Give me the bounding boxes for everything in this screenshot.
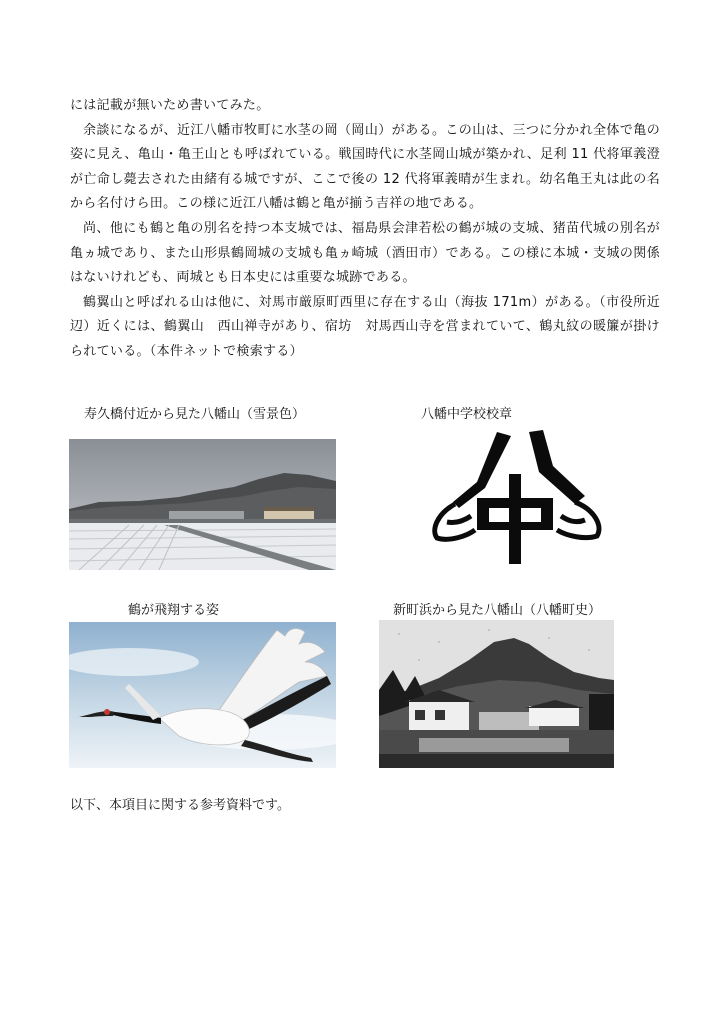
crane-photo [69,622,336,768]
paragraph-2: 余談になるが、近江八幡市牧町に水茎の岡（岡山）がある。この山は、三つに分かれ全体で亀の姿に見え、亀山・亀王山とも呼ばれている。戦国時代に水茎岡山城が築かれ、足利 11 代将軍義澄が亡命し薨去された由緒有る城ですが、ここで後の 12 代将軍義晴が生まれ。幼名亀王丸は此の名から名付けら田。この様に近江八幡は鶴と亀が揃う吉祥の地である。 [70,122,660,212]
school-emblem [425,426,610,566]
paragraph-1: には記載が無いため書いてみた。 [70,98,270,113]
body-text [70,94,660,365]
caption-crane: 鶴が飛翔する姿 [128,603,220,618]
caption-old-photo: 新町浜から見た八幡山（八幡町史） [393,603,602,618]
old-photo [379,620,614,768]
emblem-icon [425,426,610,566]
paragraph-4: 鶴翼山と呼ばれる山は他に、対馬市厳原町西里に存在する山（海抜 171m）がある。（市役所近辺）近くには、鶴翼山 西山禅寺があり、宿坊 対馬西山寺を営まれていて、鶴丸紋の暖簾が掛けられている。（本件ネットで検索する） [70,294,660,359]
snow-mountain-photo [69,439,336,570]
paragraph-3: 尚、他にも鶴と亀の別名を持つ本支城では、福島県会津若松の鶴が城の支城、猪苗代城の別名が亀ヵ城であり、また山形県鶴岡城の支城も亀ヵ崎城（酒田市）である。この様に本城・支城の関係はないけれども、両城とも日本史には重要な城跡である。 [70,220,660,286]
caption-school-emblem: 八幡中学校校章 [421,407,513,422]
caption-snow-mountain: 寿久橋付近から見た八幡山（雪景色） [84,407,306,422]
reference-note: 以下、本項目に関する参考資料です。 [70,798,290,813]
